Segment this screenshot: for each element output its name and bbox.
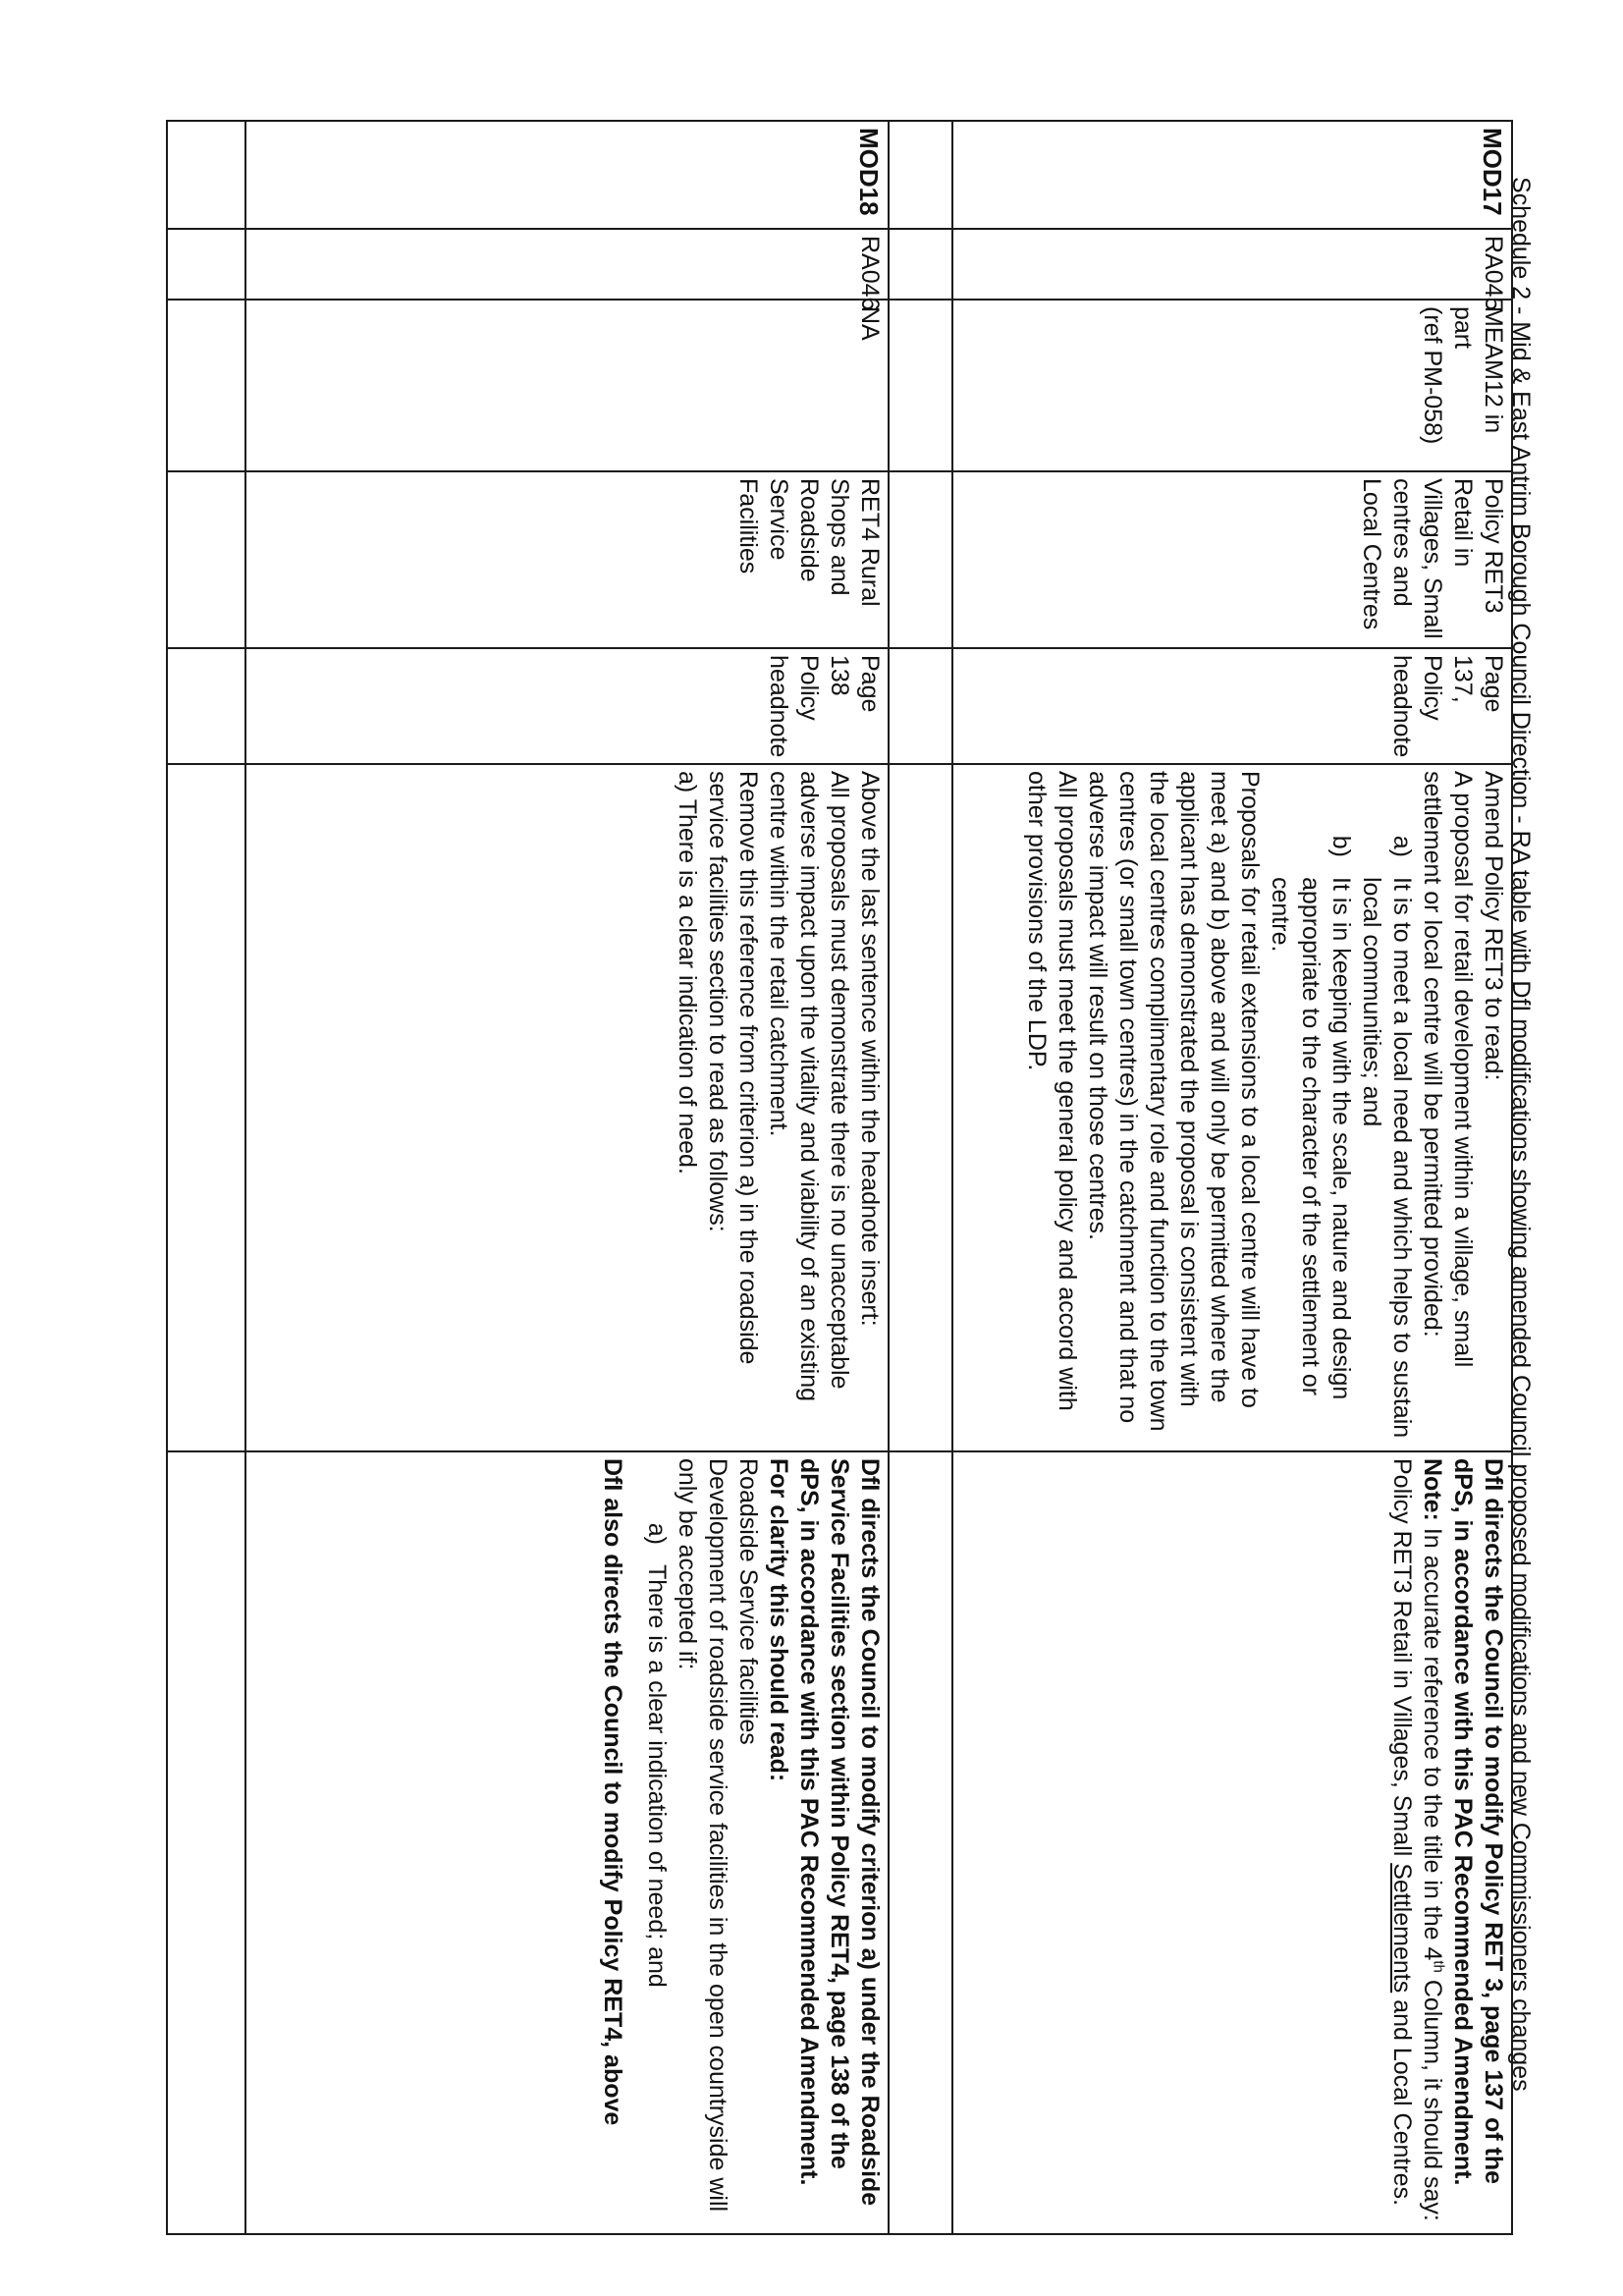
change-paragraph: Remove this reference from criterion a) in the roadside service facilities section to read as follows: [704, 771, 762, 1365]
table-row-spacer [167, 121, 245, 2234]
dfi-direction: DfI directs the Council to modify Policy RET 3, page 137 of the dPS, in accordance with this PAC Recommended Amendment. [1449, 1458, 1507, 2186]
ra-cell: RA046 [245, 229, 889, 300]
ra-cell: RA045 [952, 229, 1512, 300]
dfi-body: Development of roadside service facilities in the open countryside will only be accepted if: [674, 1458, 731, 2213]
criterion-b: b) It is in keeping with the scale, nature and design appropriate to the character of the settlement or centre. [1267, 835, 1355, 1400]
criterion-a: a) It is to meet a local need and which helps to sustain local communities; and [1358, 835, 1416, 1439]
change-paragraph: a) There is a clear indication of need. [674, 771, 701, 1175]
dfi-also-direction: DfI also directs the Council to modify Policy RET4, above [599, 1458, 626, 2126]
change-cell [952, 764, 1512, 1451]
change-intro: Above the last sentence within the headnote insert: [856, 771, 884, 1327]
table-row-spacer [889, 121, 952, 2234]
policy-cell: RET4 Rural Shops and Roadside Service Facilities [245, 471, 889, 648]
reference-cell: MEAM12 in part (ref PM-058) [952, 300, 1512, 471]
dfi-direction-cell [952, 1451, 1512, 2234]
dfi-clarity: For clarity this should read: [765, 1458, 792, 1782]
criterion-a: a) There is a clear indication of need; and [643, 1522, 671, 1988]
page-title: Schedule 2 - Mid & East Antrim Borough Council Direction - RA table with DfI modifications showing amended Council proposed modifications and new Commissioners changes [1507, 177, 1535, 2092]
reference-cell: NA [245, 300, 889, 471]
page-cell: Page 137, Policy headnote [952, 648, 1512, 764]
dfi-heading: Roadside Service facilities [734, 1458, 762, 1745]
modifications-table [166, 120, 1513, 2235]
policy-cell: Policy RET3 Retail in Villages, Small centres and Local Centres [952, 471, 1512, 648]
change-intro: Amend Policy RET3 to read: [1480, 771, 1507, 1081]
dfi-direction: DfI directs the Council to modify criterion a) under the Roadside Service Facilities section within Policy RET4, page 138 of the dPS, in accordance with this PAC Recommended Amendment. [795, 1458, 884, 2207]
table-row [952, 121, 1512, 2234]
page-cell: Page 138 Policy headnote [245, 648, 889, 764]
change-cell [245, 764, 889, 1451]
mod-id-cell: MOD18 [245, 121, 889, 229]
change-paragraph: All proposals must demonstrate there is no unacceptable adverse impact upon the vitality and viability of an existing centre within the retail catchment. [765, 771, 853, 1402]
dfi-direction-cell [245, 1451, 889, 2234]
change-paragraph: A proposal for retail development within a village, small settlement or local centre will be permitted provided: [1419, 771, 1477, 1368]
change-paragraph: All proposals must meet the general policy and accord with other provisions of the LDP. [1023, 771, 1081, 1411]
mod-id-cell: MOD17 [952, 121, 1512, 229]
table-row [245, 121, 889, 2234]
dfi-note: Note: In accurate reference to the title in the 4th Column, it should say: Policy RET3 Retail in Villages, Small Settlements and Local Centres. [1388, 1458, 1447, 2221]
change-paragraph: Proposals for retail extensions to a local centre will have to meet a) and b) above and will only be permitted where the applicant has demonstrated the proposal is consistent with the local centres complimentary role and function to the town centres (or small town centres) in the catchment and that no adverse impact will result on those centres. [1084, 771, 1264, 1432]
